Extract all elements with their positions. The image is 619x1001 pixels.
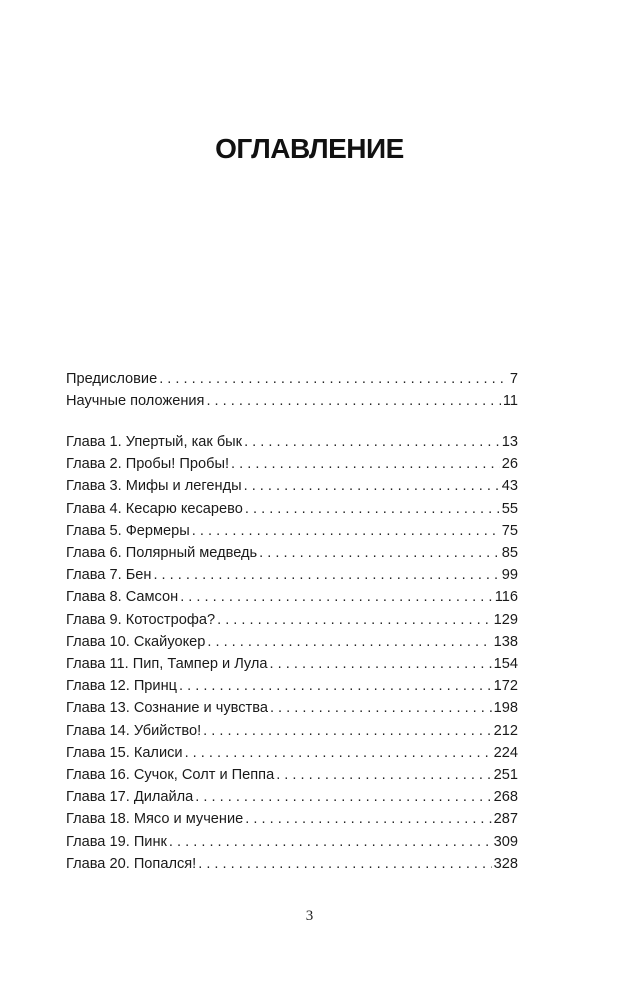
toc-entry-label: Глава 1. Упертый, как бык: [66, 434, 243, 450]
toc-entry-label: Глава 14. Убийство!: [66, 722, 202, 739]
toc-leader-dots: [180, 586, 493, 608]
toc-entry-label: Глава 17. Дилайла: [66, 789, 194, 806]
toc-entry: [66, 431, 518, 453]
toc-entry-page: 99: [501, 567, 518, 584]
toc-leader-dots: [244, 431, 500, 453]
toc-entry: [66, 697, 518, 719]
toc-entry-page: 85: [501, 545, 518, 562]
toc-entry: [66, 453, 518, 475]
toc-leader-dots: [198, 853, 491, 875]
toc-leader-dots: [185, 742, 492, 764]
toc-entry-page: 154: [493, 656, 518, 673]
toc-entry-page: 309: [493, 833, 518, 850]
toc-entry-label: Глава 7. Бен: [66, 567, 152, 584]
toc-entry: [66, 742, 518, 764]
toc-entry-page: 26: [501, 456, 518, 473]
toc-entry: [66, 831, 518, 853]
toc-leader-dots: [179, 675, 492, 697]
toc-entry-page: 328: [493, 855, 518, 872]
toc-entry-label: Глава 9. Котострофа?: [66, 611, 216, 628]
toc-entry: [66, 609, 518, 631]
toc-entry-label: Научные положения: [66, 393, 205, 410]
toc-entry-page: 7: [509, 371, 518, 387]
toc-leader-dots: [192, 520, 500, 542]
toc-entry: [66, 720, 518, 742]
toc-entry-page: 75: [501, 522, 518, 539]
toc-entry-page: 172: [493, 678, 518, 695]
toc-entry-label: Глава 5. Фермеры: [66, 522, 190, 539]
toc-chapters: [66, 431, 518, 875]
toc-leader-dots: [207, 631, 491, 653]
toc-entry-page: 251: [493, 767, 518, 784]
toc-entry-label: Глава 8. Самсон: [66, 589, 179, 606]
toc-leader-dots: [195, 786, 491, 808]
toc-entry-page: 268: [493, 789, 518, 806]
toc-entry-label: Глава 16. Сучок, Солт и Пеппа: [66, 767, 275, 784]
toc-leader-dots: [245, 808, 491, 830]
toc-entry: [66, 808, 518, 830]
toc-entry: [66, 368, 518, 390]
toc-entry-label: Глава 19. Пинк: [66, 833, 167, 850]
toc-leader-dots: [244, 475, 500, 497]
toc-leader-dots: [270, 653, 492, 675]
toc-entry: [66, 520, 518, 542]
toc-entry-page: 224: [493, 744, 518, 761]
toc-front-matter: [66, 368, 518, 412]
toc-entry-page: 198: [493, 700, 518, 717]
toc-entry-page: 138: [493, 633, 518, 650]
toc-entry-page: 116: [494, 589, 518, 606]
toc-entry-page: 43: [501, 478, 518, 495]
toc-entry-label: Предисловие: [66, 371, 158, 387]
toc-entry-label: Глава 11. Пип, Тампер и Лула: [66, 656, 268, 673]
toc-leader-dots: [206, 390, 500, 412]
toc-entry: [66, 564, 518, 586]
toc-entry: [66, 475, 518, 497]
toc-entry: [66, 675, 518, 697]
toc-entry-page: 11: [502, 393, 518, 410]
toc-entry-label: Глава 18. Мясо и мучение: [66, 811, 244, 828]
toc-entry: [66, 853, 518, 875]
toc-entry: [66, 653, 518, 675]
toc-entry: [66, 498, 518, 520]
toc-leader-dots: [270, 697, 492, 719]
toc-entry-label: Глава 3. Мифы и легенды: [66, 478, 242, 495]
toc-entry-label: Глава 10. Скайуокер: [66, 633, 206, 650]
toc-entry: [66, 390, 518, 412]
toc-leader-dots: [276, 764, 491, 786]
toc-entry-label: Глава 2. Пробы! Пробы!: [66, 456, 230, 473]
page-number: 3: [305, 908, 314, 924]
toc-leader-dots: [153, 564, 499, 586]
toc-entry-page: 129: [493, 611, 518, 628]
toc-leader-dots: [159, 368, 508, 390]
toc-leader-dots: [169, 831, 492, 853]
page-title: ОГЛАВЛЕНИЕ: [215, 133, 404, 164]
toc-entry-label: Глава 20. Попался!: [66, 855, 197, 872]
toc-leader-dots: [245, 498, 500, 520]
toc-entry-label: Глава 15. Калиси: [66, 744, 183, 761]
toc-leader-dots: [217, 609, 492, 631]
toc-entry: [66, 586, 518, 608]
toc-entry: [66, 631, 518, 653]
toc-entry-page: 55: [501, 500, 518, 517]
toc-entry-label: Глава 4. Кесарю кесарево: [66, 500, 243, 517]
toc-entry-page: 13: [501, 434, 518, 450]
toc-entry-label: Глава 13. Сознание и чувства: [66, 700, 268, 717]
toc-leader-dots: [231, 453, 500, 475]
toc-leader-dots: [259, 542, 500, 564]
toc-entry-label: Глава 12. Принц: [66, 678, 177, 695]
toc-entry-page: 212: [493, 722, 518, 739]
toc-entry: [66, 542, 518, 564]
toc-entry-label: Глава 6. Полярный медведь: [66, 545, 258, 562]
toc-leader-dots: [203, 720, 491, 742]
toc-entry: [66, 764, 518, 786]
toc-entry: [66, 786, 518, 808]
toc-entry-page: 287: [493, 811, 518, 828]
